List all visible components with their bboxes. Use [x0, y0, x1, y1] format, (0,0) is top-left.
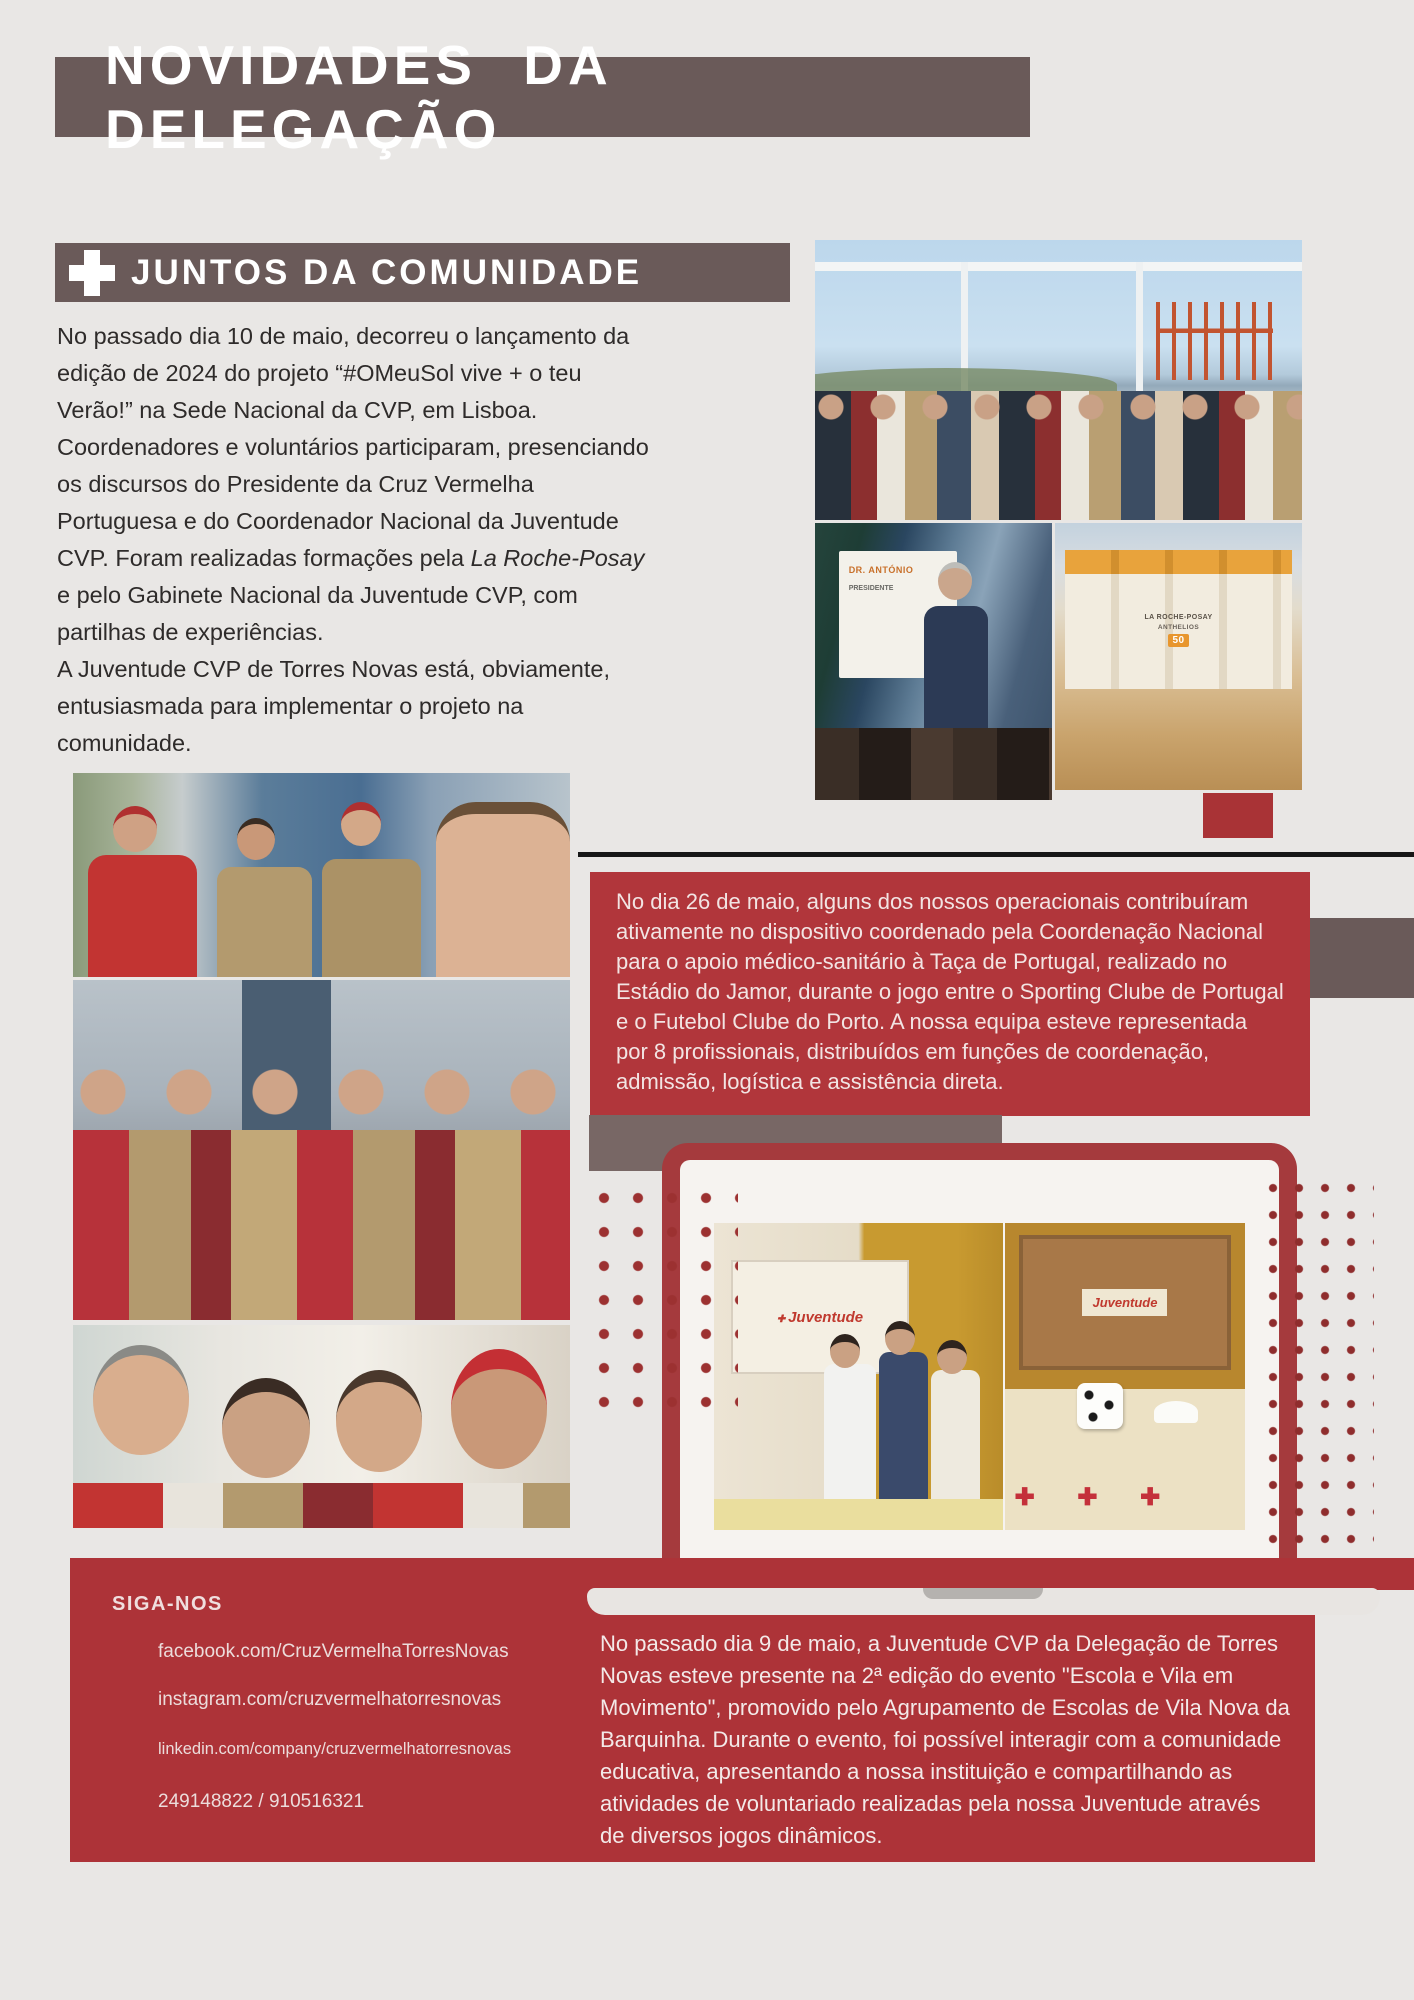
product-caps	[1065, 550, 1292, 574]
photo-president-speech	[815, 523, 1052, 800]
team-member-head	[222, 1378, 310, 1478]
photo-sunscreen-products	[1055, 523, 1302, 790]
red-accent-square	[1203, 793, 1273, 838]
page-title: NOVIDADES DA DELEGAÇÃO	[105, 34, 611, 160]
divider-line	[578, 852, 1414, 857]
red-accent-strip-right	[1315, 1558, 1414, 1590]
audience-heads	[815, 728, 1052, 800]
intro-text-3: A Juventude CVP de Torres Novas está, obviamente, entusiasmada para implementar o projeto na comunidade.	[57, 656, 611, 756]
phone-numbers: 249148822 / 910516321	[158, 1791, 365, 1812]
woman-head	[937, 1340, 967, 1374]
dot-pattern-right	[1268, 1183, 1374, 1561]
photo-volunteers-outdoor-selfie	[73, 773, 570, 977]
product-label	[1124, 614, 1233, 647]
team-member-head	[336, 1370, 422, 1472]
volunteer-khaki	[322, 859, 421, 977]
harbor-crane	[1156, 302, 1273, 380]
facebook-link[interactable]: facebook.com/CruzVermelhaTorresNovas	[158, 1641, 509, 1662]
team-heads	[73, 1062, 570, 1124]
photo-juventude-classroom	[714, 1223, 1003, 1530]
section-banner	[55, 243, 790, 302]
photo-team-selfie-caps	[73, 1325, 570, 1528]
team-member-head	[93, 1345, 189, 1455]
team-member-red-cap	[451, 1349, 547, 1469]
event-taca-text: No dia 26 de maio, alguns dos nossos operacionais contribuíram ativamente no dispositivo coordenado pela Coordenação Nacional para o apoio médico-sanitário à Taça de Portugal, realizado no Estádio do Jamor, durante o jogo entre o Sporting Clube de Portugal e o Futebol Clube do Porto. A nossa equipa esteve representada por 8 profissionais, distribuídos em funções de coordenação, admissão, logística e assistência direta.	[616, 889, 1284, 1094]
sunscreen-brand: LA ROCHE-POSAY	[1144, 613, 1213, 621]
volunteer-red-vest	[88, 855, 197, 977]
speaker-head	[938, 562, 972, 600]
team-uniform-row	[73, 1130, 570, 1320]
woman-figure	[824, 1364, 876, 1505]
corkboard	[1019, 1235, 1230, 1370]
event-escola-paragraph	[600, 1628, 1290, 1852]
linkedin-link[interactable]: linkedin.com/company/cruzvermelhatorresnovas	[158, 1740, 512, 1758]
cross-icon	[69, 250, 115, 296]
laptop-screen-inner	[680, 1160, 1279, 1588]
follow-us-heading: SIGA-NOS	[112, 1593, 223, 1615]
dot-pattern-left	[598, 1192, 738, 1420]
instagram-link[interactable]: instagram.com/cruzvermelhatorresnovas	[158, 1689, 502, 1710]
pergola-beam	[815, 262, 1302, 271]
sunscreen-spf-badge: 50	[1168, 634, 1190, 647]
woman-figure	[931, 1370, 980, 1505]
laptop-notch	[923, 1588, 1043, 1599]
intro-paragraph	[57, 318, 657, 762]
photo-group-rooftop-lisbon	[815, 240, 1302, 520]
table-edge	[714, 1499, 1003, 1530]
photo-team-group-indoor	[73, 980, 570, 1320]
intro-text-2: e pelo Gabinete Nacional da Juventude CVP, com partilhas de experiências.	[57, 582, 578, 645]
event-taca-portugal-box	[590, 872, 1310, 1116]
page-title-banner	[55, 34, 1030, 160]
volunteer-khaki	[217, 867, 311, 977]
volunteer-head	[237, 818, 275, 860]
brand-name-italic: La Roche-Posay	[470, 545, 645, 571]
volunteer-face-closeup	[436, 802, 570, 977]
woman-head	[885, 1321, 915, 1355]
woman-figure	[879, 1352, 928, 1506]
red-cross-cards: ✚ ✚ ✚	[1014, 1483, 1179, 1511]
event-escola-text: No passado dia 9 de maio, a Juventude CVP da Delegação de Torres Novas esteve presente na 2ª edição do evento "Escola e Vila em Movimento", promovido pelo Agrupamento de Escolas de Vila Nova da Barquinha. Durante o evento, foi possível interagir com a comunidade educativa, apresentando a nossa instituição e compartilhando as atividades de voluntariado realizadas pela nossa Juventude através de diversos jogos dinâmicos.	[600, 1631, 1290, 1848]
woman-head	[830, 1334, 860, 1368]
white-cap	[1154, 1401, 1198, 1423]
laptop-mockup-base	[587, 1588, 1380, 1615]
speaker-role-label: PRESIDENTE	[848, 584, 894, 592]
giant-dice	[1077, 1383, 1123, 1429]
juventude-banner-text: ✚ Juventude	[777, 1309, 863, 1326]
volunteer-head	[113, 806, 157, 852]
crowd-heads	[815, 391, 1302, 425]
sunscreen-product: ANTHELIOS	[1157, 623, 1200, 631]
section-title: JUNTOS DA COMUNIDADE	[131, 252, 643, 292]
speaker-name-label: DR. ANTÓNIO	[848, 564, 914, 575]
volunteer-head	[341, 802, 381, 846]
team-torsos	[73, 1483, 570, 1528]
juventude-poster-text: Juventude	[1082, 1289, 1167, 1316]
pergola-post	[1136, 262, 1143, 412]
intro-text-1: No passado dia 10 de maio, decorreu o lançamento da edição de 2024 do projeto “#OMeuSol vive + o teu Verão!” na Sede Nacional da CVP, em Lisboa. Coordenadores e voluntários participaram, presenciando os discursos do Presidente da Cruz Vermelha Portuguesa e do Coordenador Nacional da Juventude CVP. Foram realizadas formações pela	[57, 323, 649, 571]
brown-accent-band-right	[1310, 918, 1414, 998]
laptop-mockup-screen	[662, 1143, 1297, 1588]
photo-juventude-games-table	[1005, 1223, 1245, 1530]
